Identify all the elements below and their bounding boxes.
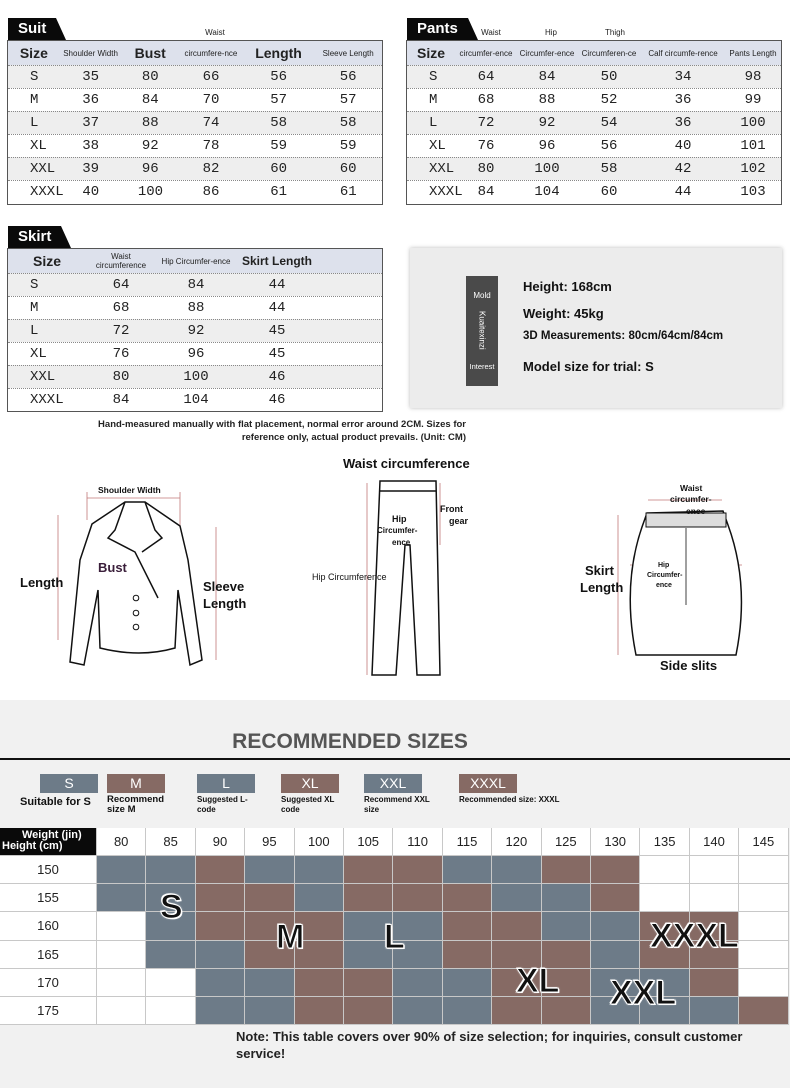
suit-tag: Suit	[8, 18, 56, 40]
label-shoulder-width: Shoulder Width	[98, 485, 161, 495]
model-weight: Weight: 45kg	[523, 306, 604, 321]
size-cell: L	[30, 115, 39, 131]
grid-cell	[443, 856, 492, 884]
skirt-table-row	[8, 388, 382, 411]
legend-label: Recommend XXL	[364, 795, 430, 804]
label-skirt-hip-3: ence	[656, 582, 672, 589]
value-cell: 64	[477, 69, 495, 85]
pants-table-row	[407, 180, 781, 203]
grid-cell	[245, 969, 294, 997]
label-hip-3: ence	[392, 538, 411, 547]
grid-cell	[344, 856, 393, 884]
grid-cell	[146, 969, 195, 997]
value-cell: 46	[268, 392, 286, 408]
value-cell: 92	[141, 138, 159, 154]
size-cell: XL	[30, 138, 47, 154]
weight-header: 140	[690, 828, 739, 856]
grid-cell	[97, 997, 146, 1025]
value-cell: 38	[82, 138, 100, 154]
legend-swatch: L	[197, 774, 255, 793]
value-cell: 88	[538, 92, 556, 108]
size-cell: L	[30, 323, 39, 339]
legend-label: Recommended size: XXXL	[459, 795, 560, 804]
value-cell: 39	[82, 161, 100, 177]
value-cell: 100	[183, 369, 209, 385]
value-cell: 68	[477, 92, 495, 108]
value-cell: 35	[82, 69, 100, 85]
size-cell: XXL	[30, 161, 56, 177]
height-row-header: 170	[0, 969, 97, 997]
label-side-slits: Side slits	[660, 658, 718, 673]
measurement-note-line1: Hand-measured manually with flat placement, normal error around 2CM. Sizes for	[98, 419, 466, 430]
value-cell: 104	[534, 184, 560, 200]
grid-cell	[443, 884, 492, 912]
height-row-header: 150	[0, 856, 97, 884]
grid-cell	[640, 856, 689, 884]
grid-cell	[542, 884, 591, 912]
value-cell: 54	[600, 115, 618, 131]
value-cell: 92	[187, 323, 205, 339]
suit-table-row	[8, 88, 382, 111]
size-cell: XL	[429, 138, 446, 154]
skirt-col-size: Size	[32, 252, 61, 269]
size-cell: XXXL	[429, 184, 463, 200]
size-cell: M	[30, 92, 39, 108]
value-cell: 80	[141, 69, 159, 85]
label-waist-circumference: Waist circumference	[343, 456, 470, 471]
value-cell: 56	[270, 69, 287, 85]
value-cell: 78	[202, 138, 220, 154]
value-cell: 59	[270, 138, 287, 154]
size-cell: S	[30, 277, 39, 293]
suit-col-shoulder: Shoulder Width	[63, 48, 118, 58]
pants-col-waist: circumfer-ence	[459, 48, 513, 58]
legend-item-xxxl	[459, 774, 559, 805]
value-cell: 44	[268, 277, 286, 293]
value-cell: 98	[744, 69, 762, 85]
value-cell: 60	[270, 161, 287, 177]
coverage-note: Note: This table covers over 90% of size selection; for inquiries, consult customer service!	[236, 1029, 743, 1061]
grid-cell	[542, 912, 591, 940]
legend-item-s	[20, 774, 98, 807]
grid-cell	[196, 941, 245, 969]
model-tag-bottom: Interest	[469, 362, 495, 371]
size-cell: XXXL	[30, 184, 64, 200]
value-cell: 36	[674, 115, 692, 131]
legend-label: Recommend	[107, 794, 165, 805]
value-cell: 60	[339, 161, 357, 177]
value-cell: 42	[674, 161, 692, 177]
grid-cell	[196, 884, 245, 912]
value-cell: 100	[740, 115, 766, 131]
grid-cell	[591, 912, 640, 940]
value-cell: 57	[339, 92, 357, 108]
legend-swatch: M	[107, 774, 165, 793]
value-cell: 84	[141, 92, 159, 108]
size-cell: S	[30, 69, 39, 85]
grid-cell	[393, 884, 442, 912]
weight-header: 145	[739, 828, 788, 856]
label-sleeve-1: Sleeve	[203, 579, 245, 594]
skirt-table-row	[8, 365, 382, 388]
pants-table	[406, 40, 782, 205]
value-cell: 74	[202, 115, 220, 131]
value-cell: 100	[534, 161, 560, 177]
value-cell: 70	[202, 92, 220, 108]
divider	[0, 758, 790, 760]
grid-cell	[739, 941, 788, 969]
skirt-table-row	[8, 296, 382, 319]
grid-cell	[295, 969, 344, 997]
grid-cell	[97, 856, 146, 884]
value-cell: 45	[268, 346, 286, 362]
size-cell: XXL	[30, 369, 56, 385]
model-measurements: 3D Measurements: 80cm/64cm/84cm	[523, 330, 724, 342]
value-cell: 72	[112, 323, 130, 339]
suit-col-bust: Bust	[134, 44, 166, 61]
skirt-tag: Skirt	[8, 226, 61, 248]
value-cell: 50	[600, 69, 618, 85]
value-cell: 99	[744, 92, 762, 108]
label-front-gear-2: gear	[449, 516, 469, 526]
pants-col-length: Pants Length	[729, 48, 777, 58]
size-zone-label: S	[160, 888, 183, 926]
weight-header: 95	[245, 828, 294, 856]
weight-header: 115	[443, 828, 492, 856]
pants-thigh-above: Thigh	[604, 28, 625, 37]
pants-col-thigh: Circumferen-ce	[581, 48, 637, 58]
height-row-header: 165	[0, 941, 97, 969]
grid-cell	[146, 856, 195, 884]
size-cell: XXL	[429, 161, 455, 177]
value-cell: 45	[268, 323, 286, 339]
value-cell: 80	[112, 369, 130, 385]
suit-table-row	[8, 180, 382, 203]
label-skirt-hip-1: Hip	[658, 562, 670, 569]
pants-header	[407, 41, 781, 65]
pants-tag: Pants	[407, 18, 468, 40]
grid-cell	[196, 856, 245, 884]
value-cell: 58	[339, 115, 357, 131]
size-zone-label: L	[384, 918, 405, 956]
model-trial-size: Model size for trial: S	[523, 359, 654, 374]
grid-corner-header	[0, 828, 97, 856]
value-cell: 37	[82, 115, 100, 131]
pants-hip-above: Hip	[544, 28, 557, 37]
legend-label: Suitable for S	[20, 796, 91, 808]
value-cell: 103	[740, 184, 766, 200]
grid-cell	[97, 884, 146, 912]
skirt-table-row	[8, 273, 382, 296]
label-skirt-hip-2: Circumfer-	[647, 572, 683, 579]
model-tag-top: Mold	[473, 291, 491, 300]
suit-col-length: Length	[255, 44, 302, 61]
value-cell: 61	[339, 184, 357, 200]
size-zone-label: XXXL	[650, 917, 739, 955]
height-row-header: 155	[0, 884, 97, 912]
label-hip-circumference-side: Hip Circumference	[312, 572, 387, 582]
label-length: Length	[20, 575, 64, 590]
label-front-gear-1: Front	[440, 504, 463, 514]
value-cell: 40	[82, 184, 100, 200]
grid-cell	[542, 856, 591, 884]
legend-swatch: S	[40, 774, 98, 793]
skirt-table-row	[8, 342, 382, 365]
label-sleeve-2: Length	[203, 596, 247, 611]
grid-cell	[97, 969, 146, 997]
grid-cell	[492, 997, 541, 1025]
model-height: Height: 168cm	[523, 279, 612, 294]
value-cell: 60	[600, 184, 618, 200]
legend-item-m	[107, 774, 165, 815]
weight-header: 105	[344, 828, 393, 856]
value-cell: 44	[268, 300, 286, 316]
value-cell: 84	[187, 277, 205, 293]
pants-table-row	[407, 134, 781, 157]
weight-header: 80	[97, 828, 146, 856]
grid-cell	[344, 884, 393, 912]
legend-label-line2: size M	[107, 804, 136, 815]
value-cell: 59	[339, 138, 357, 154]
grid-cell	[591, 941, 640, 969]
size-cell: XXXL	[30, 392, 64, 408]
grid-cell	[196, 997, 245, 1025]
pants-waist-above: Waist	[481, 28, 501, 37]
grid-cell	[640, 884, 689, 912]
value-cell: 58	[600, 161, 618, 177]
grid-cell	[443, 997, 492, 1025]
skirt-col-hip: Hip Circumfer-ence	[161, 256, 231, 266]
legend-swatch: XL	[281, 774, 339, 793]
grid-cell	[690, 856, 739, 884]
value-cell: 57	[270, 92, 287, 108]
value-cell: 64	[112, 277, 130, 293]
value-cell: 76	[112, 346, 130, 362]
grid-cell	[146, 941, 195, 969]
size-cell: M	[429, 92, 438, 108]
grid-cell	[739, 997, 788, 1025]
grid-cell	[739, 884, 788, 912]
suit-table-row	[8, 134, 382, 157]
legend-label-line2: code	[197, 805, 216, 814]
model-tag-vertical: Kuaitexinzi	[477, 310, 487, 350]
grid-cell	[245, 884, 294, 912]
recommended-title: RECOMMENDED SIZES	[232, 730, 468, 753]
value-cell: 84	[538, 69, 556, 85]
grid-cell	[146, 997, 195, 1025]
grid-cell	[542, 997, 591, 1025]
value-cell: 66	[202, 69, 220, 85]
legend-label-line2: code	[281, 805, 300, 814]
legend-item-xl	[281, 774, 339, 815]
measurement-note	[20, 418, 466, 444]
value-cell: 72	[477, 115, 495, 131]
pants-table-row	[407, 88, 781, 111]
value-cell: 92	[538, 115, 556, 131]
grid-cell	[739, 912, 788, 940]
value-cell: 52	[600, 92, 618, 108]
weight-header: 100	[295, 828, 344, 856]
label-skirt-length-1: Skirt	[585, 563, 614, 578]
value-cell: 46	[268, 369, 286, 385]
grid-cell	[591, 884, 640, 912]
value-cell: 36	[674, 92, 692, 108]
value-cell: 56	[600, 138, 618, 154]
label-hip-2: Circumfer-	[377, 526, 418, 535]
value-cell: 84	[112, 392, 130, 408]
grid-cell	[690, 997, 739, 1025]
legend-label: Suggested L-	[197, 795, 248, 804]
value-cell: 56	[339, 69, 357, 85]
suit-col-sleeve: Sleeve Length	[322, 48, 374, 58]
label-bust: Bust	[98, 560, 127, 575]
pants-table-row	[407, 157, 781, 180]
suit-waist-above: Waist	[205, 28, 225, 37]
weight-header: 90	[196, 828, 245, 856]
value-cell: 61	[270, 184, 288, 200]
label-skirt-waist-2: circumfer-	[670, 494, 712, 504]
pants-col-calf: Calf circumfe-rence	[648, 48, 718, 58]
weight-header: 135	[640, 828, 689, 856]
legend-swatch: XXXL	[459, 774, 517, 793]
weight-header: 125	[542, 828, 591, 856]
weight-header: 85	[146, 828, 195, 856]
size-zone-label: XXL	[610, 974, 677, 1012]
skirt-diagram-icon	[610, 495, 770, 665]
grid-cell	[492, 856, 541, 884]
size-cell: M	[30, 300, 39, 316]
grid-cell	[295, 884, 344, 912]
weight-header: 120	[492, 828, 541, 856]
grid-cell	[245, 856, 294, 884]
value-cell: 96	[538, 138, 556, 154]
grid-cell	[196, 912, 245, 940]
value-cell: 44	[674, 184, 692, 200]
grid-cell	[97, 912, 146, 940]
skirt-table-row	[8, 319, 382, 342]
weight-header: 110	[393, 828, 442, 856]
value-cell: 86	[202, 184, 220, 200]
weight-header: 130	[591, 828, 640, 856]
value-cell: 76	[477, 138, 495, 154]
height-row-header: 175	[0, 997, 97, 1025]
grid-cell	[690, 969, 739, 997]
suit-table-row	[8, 111, 382, 134]
grid-cell	[739, 856, 788, 884]
value-cell: 82	[202, 161, 220, 177]
value-cell: 88	[187, 300, 205, 316]
value-cell: 96	[141, 161, 159, 177]
grid-cell	[492, 912, 541, 940]
grid-cell	[690, 884, 739, 912]
value-cell: 68	[112, 300, 130, 316]
pants-col-hip: Circumfer-ence	[519, 48, 575, 58]
grid-cell	[443, 969, 492, 997]
pants-table-row	[407, 111, 781, 134]
grid-cell	[393, 997, 442, 1025]
grid-cell	[344, 997, 393, 1025]
suit-table-row	[8, 65, 382, 88]
value-cell: 80	[477, 161, 495, 177]
grid-cell	[591, 856, 640, 884]
grid-cell	[492, 884, 541, 912]
size-cell: S	[429, 69, 438, 85]
grid-cell	[196, 969, 245, 997]
size-cell: XL	[30, 346, 47, 362]
size-zone-label: XL	[516, 962, 560, 1000]
value-cell: 58	[270, 115, 287, 131]
label-hip-1: Hip	[392, 514, 407, 524]
suit-table-row	[8, 157, 382, 180]
grid-cell	[443, 912, 492, 940]
suit-header	[8, 41, 382, 65]
value-cell: 84	[477, 184, 495, 200]
grid-cell	[295, 997, 344, 1025]
suit-table	[7, 40, 383, 205]
value-cell: 34	[674, 69, 692, 85]
value-cell: 36	[82, 92, 100, 108]
grid-cell	[739, 969, 788, 997]
weight-axis-label: Weight (jin)	[22, 829, 82, 841]
grid-cell	[443, 941, 492, 969]
size-zone-label: M	[276, 918, 305, 956]
pants-col-size: Size	[416, 44, 445, 61]
skirt-col-length: Skirt Length	[241, 253, 312, 268]
value-cell: 101	[740, 138, 766, 154]
value-cell: 100	[137, 184, 164, 200]
label-skirt-waist-3: ence	[686, 506, 706, 516]
label-skirt-waist-1: Waist	[680, 483, 703, 493]
legend-swatch: XXL	[364, 774, 422, 793]
measurement-note-line2: reference only, actual product prevails. (Unit: CM)	[241, 432, 466, 443]
value-cell: 40	[674, 138, 692, 154]
grid-cell	[393, 856, 442, 884]
model-info-box	[410, 248, 782, 408]
label-skirt-length-2: Length	[580, 580, 624, 595]
grid-cell	[393, 969, 442, 997]
skirt-header	[8, 249, 382, 273]
height-axis-label: Height (cm)	[2, 840, 63, 852]
suit-col-size: Size	[19, 44, 48, 61]
grid-cell	[97, 941, 146, 969]
height-row-header: 160	[0, 912, 97, 940]
value-cell: 88	[141, 115, 159, 131]
pants-table-row	[407, 65, 781, 88]
grid-cell	[295, 856, 344, 884]
grid-cell	[245, 997, 294, 1025]
size-cell: L	[429, 115, 438, 131]
legend-item-l	[197, 774, 255, 815]
legend-item-xxl	[364, 774, 430, 815]
legend-label: Suggested XL	[281, 795, 335, 804]
value-cell: 102	[740, 161, 766, 177]
skirt-col-waist: Waist circumference	[95, 252, 147, 270]
value-cell: 96	[187, 346, 205, 362]
model-tag	[466, 276, 498, 386]
value-cell: 104	[183, 392, 209, 408]
suit-col-waist: circumfere-nce	[184, 48, 238, 58]
skirt-table	[7, 248, 383, 412]
legend-label-line2: size	[364, 805, 380, 814]
grid-cell	[344, 969, 393, 997]
